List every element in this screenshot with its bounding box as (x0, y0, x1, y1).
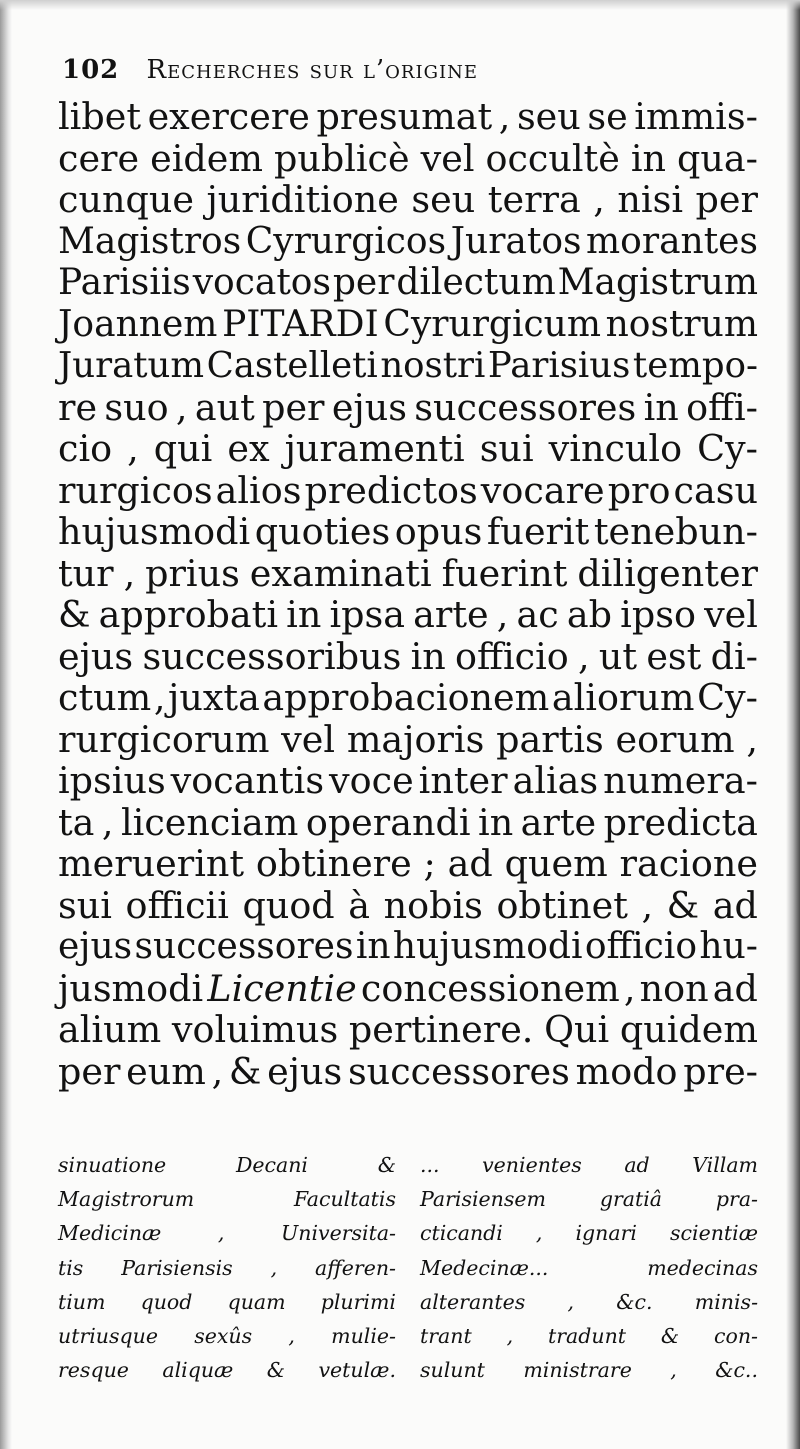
text-line: cunque juriditione seu terra , nisi per (58, 178, 758, 221)
text-line: ipsius vocantis voce inter alias numera- (58, 759, 758, 802)
text-line: Parisiis vocatos per dilectum Magistrum (58, 262, 758, 303)
text-line: ta , licenciam operandi in arte predicta (58, 800, 758, 844)
text-line: per eum , & ejus successores modo pre- (58, 1049, 758, 1093)
text-line: rurgicos alios predictos vocare pro casu (58, 468, 758, 512)
text-line: alium voluimus pertinere. Qui quidem (58, 1008, 758, 1051)
footnotes (58, 1148, 758, 1388)
text-line: Magistros Cyrurgicos Juratos morantes (58, 220, 758, 262)
footnote-line: Medicinæ , Universita- (58, 1221, 396, 1246)
footnote-line: Medecinæ... medecinas (420, 1255, 758, 1280)
text-line: ctum , juxta approbacionem aliorum Cy- (58, 676, 758, 719)
footnote-line: cticandi , ignari scientiæ (420, 1221, 758, 1246)
running-title: Recherches sur l’origine (146, 55, 478, 85)
footnote-line: alterantes , &c. minis- (420, 1289, 758, 1314)
text-line: tur , prius examinati fuerint diligenter (58, 551, 758, 595)
footnote-line: resque aliquæ & vetulæ. (58, 1358, 396, 1383)
running-head (62, 52, 752, 88)
text-line: rurgicorum vel majoris partis eorum , (58, 717, 758, 761)
text-line: re suo , aut per ejus successores in offi- (58, 385, 758, 429)
footnote-left-column (58, 1148, 396, 1388)
text-line: cere eidem publicè vel occultè in qua- (58, 136, 758, 180)
footnote-line: trant , tradunt & con- (420, 1323, 758, 1348)
text-line: & approbati in ipsa arte , ac ab ipso vel (58, 593, 758, 636)
text-line: libet exercere presumat , seu se immis- (58, 95, 758, 138)
text-line: Joannem PITARDI Cyrurgicum nostrum (58, 303, 758, 345)
footnote-line: tium quod quam plurimi (58, 1289, 396, 1314)
text-line: ejus successoribus in officio , ut est di- (58, 634, 758, 678)
main-text (58, 96, 758, 1092)
footnote-right-column (420, 1148, 758, 1388)
scan-edge-right (786, 0, 800, 1449)
text-line: meruerint obtinere ; ad quem racione (58, 842, 758, 885)
footnote-line: utriusque sexûs , mulie- (58, 1323, 396, 1348)
footnote-line: Parisiensem gratiâ pra- (420, 1187, 758, 1212)
page-number: 102 (62, 55, 120, 85)
scan-edge-left (0, 0, 12, 1449)
text-line: hujusmodi quoties opus fuerit tenebun- (58, 510, 758, 553)
footnote-line: ... venientes ad Villam (420, 1153, 758, 1177)
footnote-line: Magistrorum Facultatis (58, 1187, 396, 1212)
text-line: cio , qui ex juramenti sui vinculo Cy- (58, 427, 758, 470)
text-line: Juratum Castelleti nostri Parisius tempo- (58, 345, 758, 386)
scan-edge-top (0, 0, 800, 10)
text-line: ejus successores in hujusmodi officio hu- (58, 926, 758, 967)
text-line: sui officii quod à nobis obtinet , & ad (58, 883, 758, 927)
footnote-line: sulunt ministrare , &c.. (420, 1358, 758, 1383)
footnote-line: sinuatione Decani & (58, 1153, 396, 1177)
footnote-line: tis Parisiensis , afferen- (58, 1255, 396, 1280)
text-line: jusmodi Licentie concessionem , non ad (58, 966, 758, 1010)
